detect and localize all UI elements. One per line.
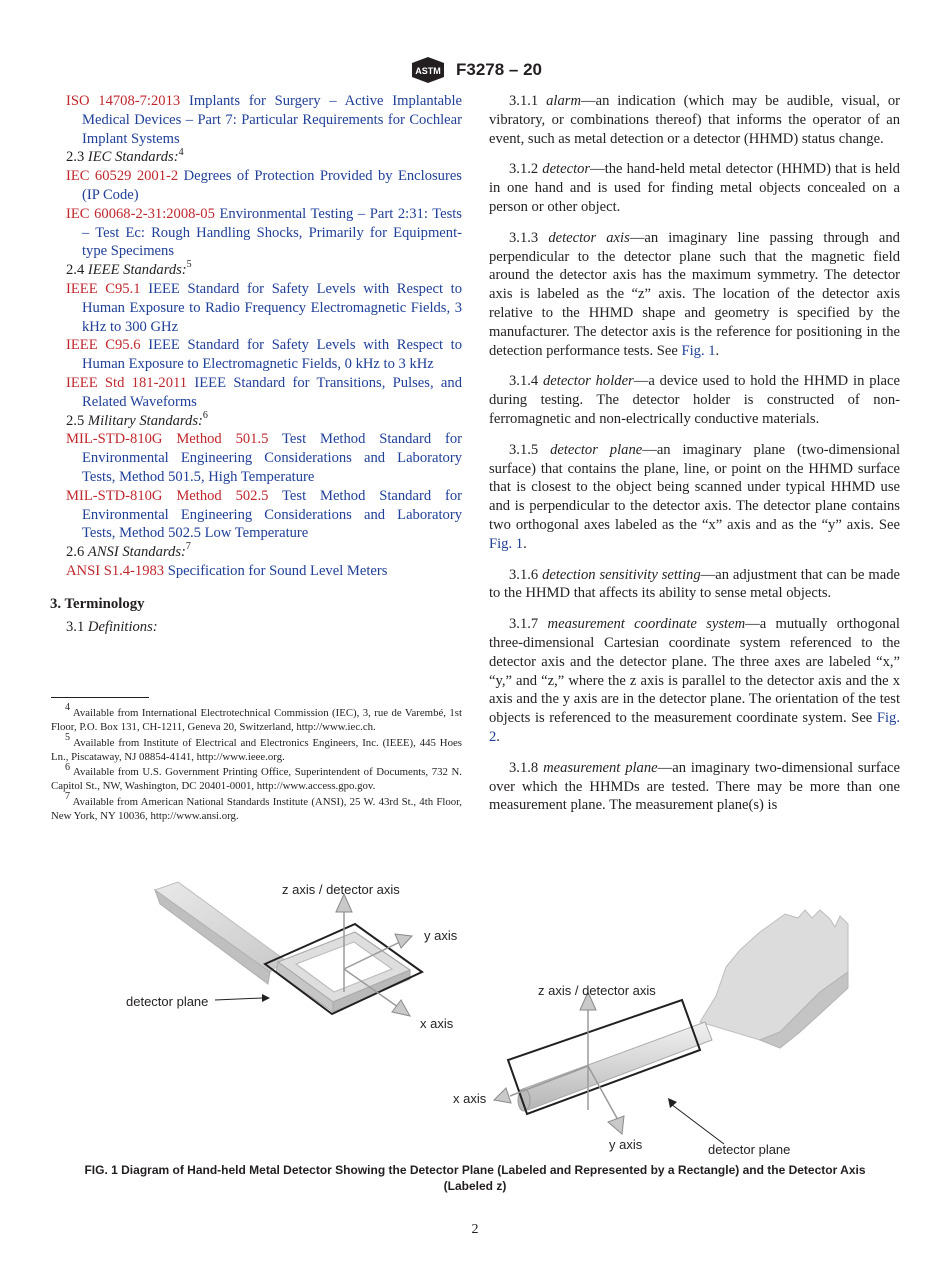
detector-rod-right [520,1022,712,1110]
reference-code[interactable]: ANSI S1.4-1983 [66,562,165,579]
subsection-heading: 2.5 Military Standards:$^6$ [66,409,208,429]
reference-title[interactable]: Test Method Standard for Environmental Engineering Considerations and Laboratory Tests, Method 502.5 Low Temperature [82,487,462,542]
footnote: $^6$ Available from U.S. Government Printing Office, Superintendent of Documents, 732 N. Capitol St., NW, Washington, DC 20401-0001, http://www.access.gpo.gov. [51,761,462,793]
x-axis-label-right: x axis [453,1091,487,1106]
footnotes [51,702,463,824]
defined-term: detector holder [543,373,634,390]
defined-term: measurement coordinate system [547,616,746,633]
z-axis-label-left: z axis / detector axis [282,882,400,897]
reference-title[interactable]: IEEE Standard for Safety Levels with Respect to Human Exposure to Radio Frequency Electromagnetic Fields, 3 kHz to 300 GHz [82,280,463,335]
definition-paragraph: 3.1.1 alarm—an indication (which may be audible, visual, or vibratory, or combinations thereof) that informs the operator of an event, such as metal detection or a detector (HHMD) status change. [489,93,900,147]
reference-code[interactable]: MIL-STD-810G Method 501.5 [66,431,269,448]
y-axis-arrow-right [608,1116,624,1134]
reference-code[interactable]: IEC 60529 2001-2 [66,168,179,185]
defined-term: alarm [546,93,581,109]
figure-link[interactable]: Fig. 2 [489,710,900,745]
definition-paragraph: 3.1.4 detector holder—a device used to hold the HHMD in place during testing. The detector holder is constructed of non-ferromagnetic and non-electrically conductive materials. [489,373,900,427]
definitions-subheading: 3.1 Definitions: [66,618,158,635]
reference-title[interactable]: IEEE Standard for Transitions, Pulses, and Related Waveforms [82,374,462,410]
referenced-documents-list [66,92,462,581]
reference-code[interactable]: ISO 14708-7:2013 [66,93,181,109]
reference-entry [66,92,462,148]
reference-entry [66,562,462,581]
y-axis-arrow-left [395,934,412,948]
page-number: 2 [471,1222,479,1237]
reference-code[interactable]: IEEE C95.1 [66,280,141,297]
reference-code[interactable]: IEC 60068-2-31:2008-05 [66,205,215,222]
reference-entry [66,374,462,412]
section-heading-terminology: 3. Terminology [50,595,145,612]
definition-paragraph: 3.1.6 detection sensitivity setting—an adjustment that can be made to the HHMD that affects its ability to sense metal objects. [489,566,900,602]
definition-paragraph: 3.1.2 detector—the hand-held metal detector (HHMD) that is held in one hand and is used for finding metal objects concealed on a person or other object. [489,161,900,215]
figure-1-diagram [0,872,950,1162]
page-header [0,55,950,85]
reference-code[interactable]: MIL-STD-810G Method 502.5 [66,487,269,504]
figure-link[interactable]: Fig. 1 [489,535,524,552]
definition-paragraph: 3.1.5 detector plane—an imaginary plane (two-dimensional surface) that contains the plane, line, or point on the HHMD surface that is closest to the object being scanned under typical HHMD use and is perpendicular to the detector axis. The detector plane contains two orthogonal axes labeled as the “x” axis and as the “y” axis. See Fig. 1. [489,441,901,552]
detector-plane-label-left: detector plane [126,994,209,1009]
reference-entry [66,205,462,261]
reference-entry [66,430,462,486]
figure-link[interactable]: Fig. 1 [681,342,716,359]
detector-plane-label-right: detector plane [708,1142,791,1157]
reference-code[interactable]: IEEE Std 181-2011 [66,374,188,391]
left-column [50,92,463,636]
reference-code[interactable]: IEEE C95.6 [66,337,141,354]
subsection-heading: 2.4 IEEE Standards:$^5$ [66,259,192,279]
y-axis-label-right: y axis [609,1137,643,1152]
reference-entry [66,167,462,205]
definition-paragraph: 3.1.7 measurement coordinate system—a mutually orthogonal three-dimensional Cartesian coordinate system referenced to the detector axis and the detector plane. The three axes are labeled “x,” “y,” and “z,” where the z axis is parallel to the detector axis and the x axis and the y axis are in the detector plane. The orientation of the test objects is referenced to the measurement coordinate system. See Fig. 2. [489,616,900,745]
reference-title[interactable]: Degrees of Protection Provided by Enclosures (IP Code) [82,168,462,203]
defined-term: detector axis [548,229,630,246]
defined-term: detection sensitivity setting [542,566,701,583]
detector-left [126,882,458,1031]
figure-caption: FIG. 1 Diagram of Hand-held Metal Detector Showing the Detector Plane (Labeled and Represented by a Rectangle) and the Detector Axis (Labeled z) [84,1163,866,1193]
svg-text:ASTM: ASTM [415,66,441,76]
reference-entry [66,336,462,374]
defined-term: measurement plane [543,759,658,776]
reference-entry [66,280,462,336]
detector-handle-left [155,882,285,972]
x-axis-label-left: x axis [420,1016,454,1031]
reference-title[interactable]: IEEE Standard for Safety Levels with Respect to Human Exposure to Electromagnetic Fields, 0 kHz to 3 kHz [82,337,463,373]
definition-paragraph: 3.1.8 measurement plane—an imaginary two-dimensional surface over which the HHMDs are tested. There may be more than one measurement plane. The measurement plane(s) is [489,759,901,814]
reference-entry [66,487,462,543]
x-axis-arrow-left [392,1000,410,1016]
detector-handle-right [700,910,848,1040]
reference-title[interactable]: Test Method Standard for Environmental Engineering Considerations and Laboratory Tests, Method 501.5, High Temperature [82,431,462,485]
detector-right [453,910,848,1157]
subsection-heading: 2.6 ANSI Standards:$^7$ [66,541,191,561]
footnote-rule [51,697,149,698]
footnote: $^4$ Available from International Electrotechnical Commission (IEC), 3, rue de Varembé, 1st Floor, P.O. Box 131, CH-1211, Geneva 20, Switzerland, http://www.iec.ch. [51,702,463,734]
subsection-heading: 2.3 IEC Standards:$^4$ [66,146,184,166]
document-designation: F3278 – 20 [455,60,542,79]
reference-title[interactable]: Specification for Sound Level Meters [167,562,388,579]
footnote: $^7$ Available from American National Standards Institute (ANSI), 25 W. 43rd St., 4th Floor, New York, NY 10036, http://www.ansi.org. [51,791,462,823]
footnote: $^5$ Available from Institute of Electrical and Electronics Engineers, Inc. (IEEE), 445 Hoes Ln., Piscataway, NJ 08854-4141, http://www.ieee.org. [51,732,462,763]
reference-title[interactable]: Environmental Testing – Part 2:31: Tests – Test Ec: Rough Handling Shocks, Primarily for Equipment-type Specimens [82,205,462,260]
definitions-column [489,92,900,827]
x-axis-arrow-right [494,1088,511,1103]
y-axis-label-left: y axis [424,928,458,943]
z-axis-label-right: z axis / detector axis [538,983,656,998]
reference-title[interactable]: Implants for Surgery – Active Implantable Medical Devices – Part 7: Particular Requirements for Cochlear Implant Systems [82,93,462,147]
defined-term: detector [542,161,591,178]
definition-paragraph: 3.1.3 detector axis—an imaginary line passing through and perpendicular to the detector plane such that the magnetic field around the detector axis has the maximum symmetry. The detector axis is labeled as the “z” axis. The location of the detector axis relative to the HHMD shape and geometry is specified by the manufacturer. The detector axis is the reference for positioning in the detection performance tests. See Fig. 1. [489,229,900,359]
defined-term: detector plane [550,441,643,458]
astm-logo-icon [408,55,448,85]
